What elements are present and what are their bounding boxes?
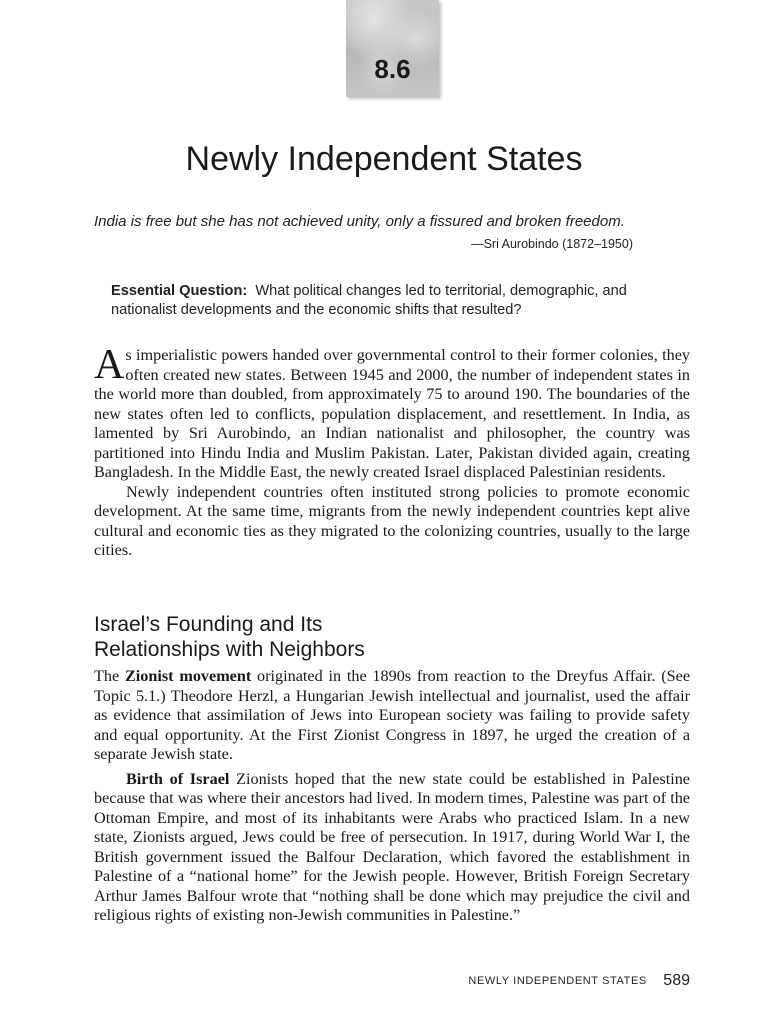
section-heading-line-2: Relationships with Neighbors: [94, 638, 365, 661]
epigraph-quote: India is free but she has not achieved unity, only a fissured and broken freedom.: [94, 213, 625, 230]
birth-of-israel-subhead: Birth of Israel: [126, 769, 230, 788]
birth-of-israel-text: Zionists hoped that the new state could be established in Palestine because that was where their ancestors had lived. In modern times, Palestine was part of the Ottoman Empire, and most of its inhabitants were Arabs who practiced Islam. In a new state, Zionists argued, Jews could be free of persecution. In 1917, during World War I, the British government issued the Balfour Declaration, which favored the establishment in Palestine of a “national home” for the Jewish people. However, British Foreign Secretary Arthur James Balfour wrote that “nothing shall be done which may prejudice the civil and religious rights of existing non-Jewish communities in Palestine.”: [94, 769, 690, 924]
zionist-movement-term: Zionist movement: [124, 667, 252, 685]
section-heading-line-1: Israel’s Founding and Its: [94, 613, 323, 636]
running-head: NEWLY INDEPENDENT STATES: [468, 975, 647, 987]
intro-paragraph-1-text: s imperialistic powers handed over governmental control to their former colonies, they often created new states. Between 1945 and 2000, the number of independent states in the world more than doubled, from approximately 75 to around 190. The boundaries of the new states often led to conflicts, population displacement, and resettlement. In India, as lamented by Sri Aurobindo, an Indian nationalist and philosopher, the country was partitioned into Hindu India and Muslim Pakistan. Later, Pakistan divided again, creating Bangladesh. In the Middle East, the newly created Israel displaced Palestinian residents.: [94, 346, 690, 481]
topic-number-tab: [346, 0, 439, 97]
section-text: [94, 667, 690, 926]
intro-paragraph-2: Newly independent countries often instituted strong policies to promote economic development. At the same time, migrants from the newly independent countries kept alive cultural and economic ties as they migrated to the colonizing countries, usually to the large cities.: [94, 482, 690, 559]
page-footer: [468, 972, 690, 990]
intro-paragraph-1: [94, 342, 690, 483]
essential-question-text: What political changes led to territorial, demographic, and nationalist developments and the economic shifts that resulted?: [111, 283, 627, 318]
page-title: Newly Independent States: [185, 140, 583, 178]
topic-number: 8.6: [374, 54, 411, 84]
epigraph-attribution: —Sri Aurobindo (1872–1950): [471, 237, 633, 251]
essential-question-label: Essential Question:: [111, 283, 248, 299]
page-number: 589: [663, 972, 690, 989]
section-heading: [94, 612, 694, 662]
drop-cap: A: [94, 342, 125, 388]
zionist-paragraph-start: The: [94, 667, 125, 685]
intro-text: [94, 342, 690, 561]
birth-of-israel-paragraph: [94, 770, 690, 926]
essential-question: [111, 282, 686, 320]
zionist-paragraph: [94, 667, 690, 765]
zionist-paragraph-rest: originated in the 1890s from reaction to the Dreyfus Affair. (See Topic 5.1.) Theodore Herzl, a Hungarian Jewish intellectual and journalist, used the affair as evidence that assimilation of Jews into European society was failing to provide safety and equal opportunity. At the First Zionist Congress in 1897, he urged the creation of a separate Jewish state.: [94, 667, 691, 763]
